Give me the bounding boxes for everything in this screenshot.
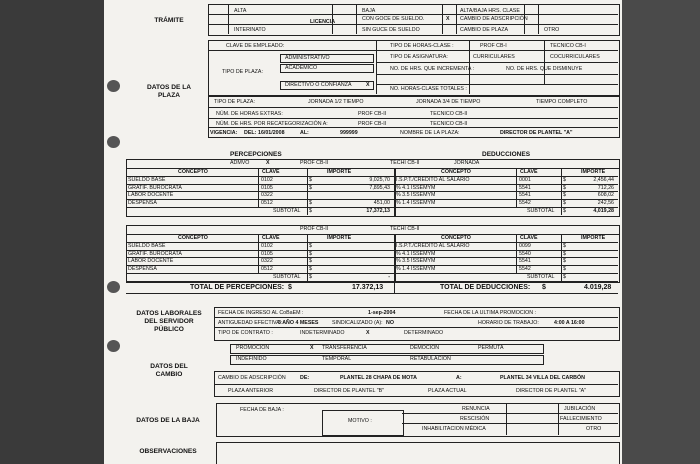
- laborales-horario-value: 4:00 A 16:00: [554, 320, 585, 326]
- row-concepto: % 3.5 ISSEMYM: [396, 192, 436, 199]
- plaza-prof-cbi: PROF CB-I: [480, 43, 507, 49]
- tramite-interinato: INTERINATO: [234, 27, 266, 33]
- bar1-x-mark: X: [266, 160, 270, 166]
- header-concepto: CONCEPTO: [178, 169, 208, 175]
- row-clave: 0001: [519, 176, 531, 183]
- col-line: [307, 168, 308, 215]
- row-sign: $: [563, 200, 566, 207]
- baja-rescision: RESCISIÓN: [460, 416, 490, 422]
- punch-hole: [107, 281, 120, 293]
- laborales-tipo-contrato: TIPO DE CONTRATO :: [218, 330, 273, 336]
- header-clave: CLAVE: [262, 235, 280, 241]
- row-clave: 5541: [519, 258, 531, 265]
- row-clave: 5542: [519, 200, 531, 207]
- cambio-promocion: PROMOCION: [236, 345, 270, 351]
- row-clave: 0512: [261, 266, 273, 273]
- row-importe: 451,00: [373, 200, 390, 207]
- row-importe: 608,02: [597, 192, 614, 199]
- tramite-sin-goce: SIN GUCE DE SUELDO: [362, 27, 420, 33]
- laborales-indeterminado: INDETERMINADO: [300, 330, 345, 336]
- row-sign: $: [309, 242, 312, 249]
- section-plaza: DATOS DE LA PLAZA: [146, 84, 192, 99]
- row-sign: $: [563, 258, 566, 265]
- plaza-fecha-del: 16/01/2008: [258, 130, 285, 136]
- row-concepto: I.S.P.T./CREDITO AL SALARIO: [396, 176, 470, 183]
- cambio-transferencia: TRANSFERENCIA: [322, 345, 367, 351]
- cambio-democion: DEMOCION: [410, 345, 440, 351]
- baja-jubilacion: JUBILACIÓN: [564, 406, 596, 412]
- header-concepto: CONCEPTO: [178, 235, 208, 241]
- plaza-tipo-horas-clase: TIPO DE HORAS-CLASE :: [390, 43, 454, 49]
- cambio-de-value: PLANTEL 28 CHAPA DE MOTA: [340, 375, 417, 381]
- row-line: [394, 207, 618, 208]
- row-clave: 0512: [261, 200, 273, 207]
- subtotal-value: 17,372,13: [366, 208, 390, 214]
- row-line: [126, 207, 394, 208]
- col-line: [561, 234, 562, 281]
- section-cambio: DATOS DEL CAMBIO: [150, 363, 188, 378]
- subtotal-label: SUBTOTAL: [527, 274, 555, 280]
- row-concepto: % 4.1 ISSEMYM: [396, 184, 436, 191]
- laborales-fecha-ingreso-value: 1-sep-2004: [368, 310, 396, 316]
- tramite-alta-baja-hrs: ALTA/BAJA HRS. CLASE: [460, 8, 520, 14]
- cambio-plaza-actual: PLAZA ACTUAL: [428, 388, 467, 394]
- subtotal-label: SUBTOTAL: [527, 208, 555, 214]
- col-line: [561, 168, 562, 215]
- cambio-retabulacion: RETABULACIÓN: [410, 356, 451, 362]
- row-clave: 0102: [261, 242, 273, 249]
- plaza-vigencia: VIGENCIA:: [210, 130, 238, 136]
- percepciones-title: PERCEPCIONES: [230, 151, 282, 158]
- header-clave: CLAVE: [520, 235, 538, 241]
- row-line: [126, 242, 394, 243]
- laborales-horario: HORARIO DE TRABAJO:: [478, 320, 539, 326]
- header-importe: IMPORTE: [327, 235, 352, 241]
- header-clave: CLAVE: [262, 169, 280, 175]
- bar2-prof-cbii: PROF CB-II: [300, 226, 329, 232]
- row-sign: $: [309, 258, 312, 265]
- bar1-prof-cbii: PROF CB-II: [300, 160, 329, 166]
- plaza-tiempo-completo: TIEMPO COMPLETO: [536, 99, 588, 105]
- subtotal-sign: $: [563, 274, 566, 280]
- row-importe: 242,56: [597, 200, 614, 207]
- row-concepto: DESPENSA: [128, 200, 157, 207]
- total-deducciones-label: TOTAL DE DEDUCCIONES:: [440, 284, 531, 291]
- tramite-otro: OTRO: [544, 27, 560, 33]
- section-laborales: DATOS LABORALES DEL SERVIDOR PÚBLICO: [136, 310, 202, 333]
- background-right-edge: [622, 0, 700, 464]
- row-concepto: SUELDO BASE: [128, 176, 166, 183]
- laborales-antiguedad: ANTIGUEDAD EFECTIVA :: [218, 320, 283, 326]
- header-importe: IMPORTE: [581, 235, 606, 241]
- laborales-sindicalizado-value: NO: [386, 320, 394, 326]
- bar1-jornada: JORNADA: [454, 160, 480, 166]
- row-concepto: % 1.4 ISSEMYM: [396, 266, 436, 273]
- tramite-alta: ALTA: [234, 8, 247, 14]
- plaza-academico: ACADÉMICO: [285, 65, 318, 71]
- col-line: [516, 234, 517, 273]
- plaza-x-mark: X: [366, 82, 370, 88]
- row-sign: $: [309, 184, 312, 191]
- total-percepciones-label: TOTAL DE PERCEPCIONES:: [190, 284, 285, 291]
- cambio-temporal: TEMPORAL: [322, 356, 352, 362]
- cambio-director-a: DIRECTOR DE PLANTEL "A": [516, 388, 586, 394]
- plaza-prof-cbii-2: PROF CB-II: [358, 121, 387, 127]
- cambio-plaza-anterior: PLAZA ANTERIOR: [228, 388, 274, 394]
- row-importe: 7,895,43: [369, 184, 390, 191]
- header-concepto: CONCEPTO: [441, 235, 471, 241]
- punch-hole: [107, 136, 120, 148]
- bar1-techi-cbii: TECHI CB-II: [390, 160, 420, 166]
- bar2-techi-cbii: TECHI CB-II: [390, 226, 420, 232]
- cambio-permuta: PERMUTA: [478, 345, 504, 351]
- laborales-antiguedad-value: 3 AÑO 4 MESES: [278, 320, 319, 326]
- plaza-tecnico-cbii: TECNICO CB-II: [430, 111, 468, 117]
- row-sign: $: [563, 192, 566, 199]
- plaza-jornada-34: JORNADA 3/4 DE TIEMPO: [416, 99, 481, 105]
- row-concepto: LABOR DOCENTE: [128, 258, 174, 265]
- plaza-administrativo: ADMINISTRATIVO: [285, 55, 330, 61]
- section-baja: DATOS DE LA BAJA: [136, 417, 200, 424]
- row-concepto: % 1.4 ISSEMYM: [396, 200, 436, 207]
- col-line: [516, 168, 517, 207]
- row-clave: 0322: [261, 258, 273, 265]
- subtotal-sign: $: [309, 208, 312, 214]
- subtotal-label: SUBTOTAL: [273, 208, 301, 214]
- total-percepciones-sign: $: [288, 284, 292, 291]
- row-clave: 5541: [519, 192, 531, 199]
- plaza-directivo-confianza: DIRECTIVO O CONFIANZA: [285, 82, 352, 88]
- plaza-al-value: 999999: [340, 130, 358, 136]
- baja-fallecimiento: FALLECIMIENTO: [560, 416, 602, 422]
- row-clave: 5542: [519, 266, 531, 273]
- header-importe: IMPORTE: [327, 169, 352, 175]
- header-concepto: CONCEPTO: [441, 169, 471, 175]
- row-line: [394, 273, 618, 274]
- header-importe: IMPORTE: [581, 169, 606, 175]
- plaza-tipo-plaza: TIPO DE PLAZA:: [222, 69, 263, 75]
- section-observaciones: OBSERVACIONES: [139, 448, 197, 455]
- cambio-adscripcion: CAMBIO DE ADSCRIPCIÓN: [218, 375, 286, 381]
- subtotal-sign: $: [563, 208, 566, 214]
- row-clave: 0102: [261, 176, 273, 183]
- row-sign: $: [309, 176, 312, 183]
- plaza-no-hrs-disminuye: NO. DE HRS. QUE DISMINUYE: [506, 66, 583, 72]
- plaza-tipo-asignatura: TIPO DE ASIGNATURA:: [390, 54, 448, 60]
- baja-otro: OTRO: [586, 426, 602, 432]
- baja-renuncia: RENUNCIA: [462, 406, 490, 412]
- row-concepto: GRATIF. BUROCRATA: [128, 184, 182, 191]
- total-deducciones-value: 4.019,28: [584, 284, 612, 291]
- plaza-al-label: AL:: [300, 130, 309, 136]
- plaza-nombre-plaza: NOMBRE DE LA PLAZA:: [400, 130, 460, 136]
- row-clave: 0099: [519, 242, 531, 249]
- row-sign: $: [563, 250, 566, 257]
- plaza-curriculares: CURRICULARES: [473, 54, 515, 60]
- row-clave: 0105: [261, 250, 273, 257]
- subtotal-sign: $: [309, 274, 312, 280]
- bar1-admvo: ADMVO: [230, 160, 250, 166]
- total-deducciones-sign: $: [542, 284, 546, 291]
- tramite-con-goce: CON GOCE DE SUELDO.: [362, 16, 425, 22]
- laborales-x-mark: X: [366, 330, 370, 336]
- punch-hole: [107, 80, 120, 92]
- row-clave: 5541: [519, 184, 531, 191]
- plaza-num-horas-extras: NÚM. DE HORAS EXTRAS:: [216, 111, 283, 117]
- baja-fecha: FECHA DE BAJA :: [240, 407, 284, 413]
- row-importe: 712,26: [597, 184, 614, 191]
- plaza-director: DIRECTOR DE PLANTEL "A": [500, 130, 573, 136]
- section-tramite: TRÁMITE: [154, 17, 184, 24]
- plaza-tecnico-cbii-2: TECNICO CB-II: [430, 121, 468, 127]
- row-sign: $: [563, 176, 566, 183]
- punch-hole: [107, 340, 120, 352]
- background-left-edge: [0, 0, 104, 464]
- row-line: [126, 199, 394, 200]
- cambio-a-value: PLANTEL 34 VILLA DEL CARBÓN: [500, 375, 585, 381]
- row-clave: 0105: [261, 184, 273, 191]
- laborales-determinado: DETERMINADO: [404, 330, 444, 336]
- plaza-no-horas-totales: NO. HORAS-CLASE TOTALES :: [390, 86, 467, 92]
- tramite-cambio-adscripcion: CAMBIO DE ADSCRIPCIÓN: [460, 16, 528, 22]
- cambio-a-label: A:: [456, 375, 462, 381]
- plaza-clave-empleado: CLAVE DE EMPLEADO:: [226, 43, 285, 49]
- cambio-de-label: DE:: [300, 375, 310, 381]
- total-percepciones-value: 17.372,13: [352, 284, 384, 291]
- row-sign: $: [309, 266, 312, 273]
- header-clave: CLAVE: [520, 169, 538, 175]
- row-sign: $: [309, 250, 312, 257]
- plaza-jornada-media: JORNADA 1/2 TIEMPO: [308, 99, 364, 105]
- col-line: [258, 234, 259, 273]
- plaza-del-label: DEL:: [244, 130, 257, 136]
- tramite-baja: BAJA: [362, 8, 376, 14]
- row-importe: 2,456,44: [593, 176, 614, 183]
- tramite-cambio-plaza: CAMBIO DE PLAZA: [460, 27, 508, 33]
- laborales-fecha-ingreso: FECHA DE INGRESO AL CoBaEM :: [218, 310, 304, 316]
- plaza-cocurriculares: COCURRICULARES: [550, 54, 600, 60]
- subtotal-label: SUBTOTAL: [273, 274, 301, 280]
- cambio-x-mark: X: [310, 345, 314, 351]
- plaza-no-hrs-incrementa: NO. DE HRS. QUE INCREMENTA :: [390, 66, 475, 72]
- plaza-tecnico-cbi: TECNICO CB-I: [550, 43, 586, 49]
- row-sign: $: [563, 266, 566, 273]
- form-sheet: [104, 0, 622, 464]
- cambio-indefinido: INDEFINIDO: [236, 356, 267, 362]
- laborales-sindicalizado: SINDICALIZADO (A):: [332, 320, 383, 326]
- row-concepto: I.S.P.T./CREDITO AL SALARIO: [396, 242, 470, 249]
- cambio-director-b: DIRECTOR DE PLANTEL "B": [314, 388, 384, 394]
- deducciones-title: DEDUCCIONES: [482, 151, 531, 158]
- row-concepto: GRATIF. BUROCRATA: [128, 250, 182, 257]
- row-clave: 0322: [261, 192, 273, 199]
- col-line: [258, 168, 259, 207]
- row-concepto: % 3.5 ISSEMYM: [396, 258, 436, 265]
- row-line: [126, 273, 394, 274]
- row-concepto: % 4.1 ISSEMYM: [396, 250, 436, 257]
- row-line: [126, 265, 394, 266]
- row-concepto: DESPENSA: [128, 266, 157, 273]
- row-sign: $: [563, 184, 566, 191]
- plaza-prof-cbii: PROF CB-II: [358, 111, 387, 117]
- row-concepto: SUELDO BASE: [128, 242, 166, 249]
- laborales-fecha-promocion: FECHA DE LA ULTIMA PROMOCION :: [444, 310, 537, 316]
- row-sign: $: [309, 200, 312, 207]
- observaciones-box: [216, 442, 620, 464]
- row-importe: 9,025,70: [369, 176, 390, 183]
- plaza-tipo-plaza-2: TIPO DE PLAZA:: [214, 99, 255, 105]
- tramite-licencia: LICENCIA: [310, 19, 336, 25]
- subtotal-value: -: [388, 274, 390, 280]
- baja-inhabilitacion: INHABILITACION MÉDICA: [422, 426, 486, 432]
- row-clave: 5540: [519, 250, 531, 257]
- col-line: [307, 234, 308, 281]
- baja-motivo: MOTIVO :: [348, 418, 372, 424]
- tramite-x-mark: X: [446, 16, 450, 22]
- row-concepto: LABOR DOCENTE: [128, 192, 174, 199]
- plaza-num-hrs-recat: NÚM. DE HRS. POR RECATEGORIZACIÓN A:: [216, 121, 328, 127]
- row-line: [126, 176, 394, 177]
- row-sign: $: [563, 242, 566, 249]
- subtotal-value: 4,019,28: [593, 208, 614, 214]
